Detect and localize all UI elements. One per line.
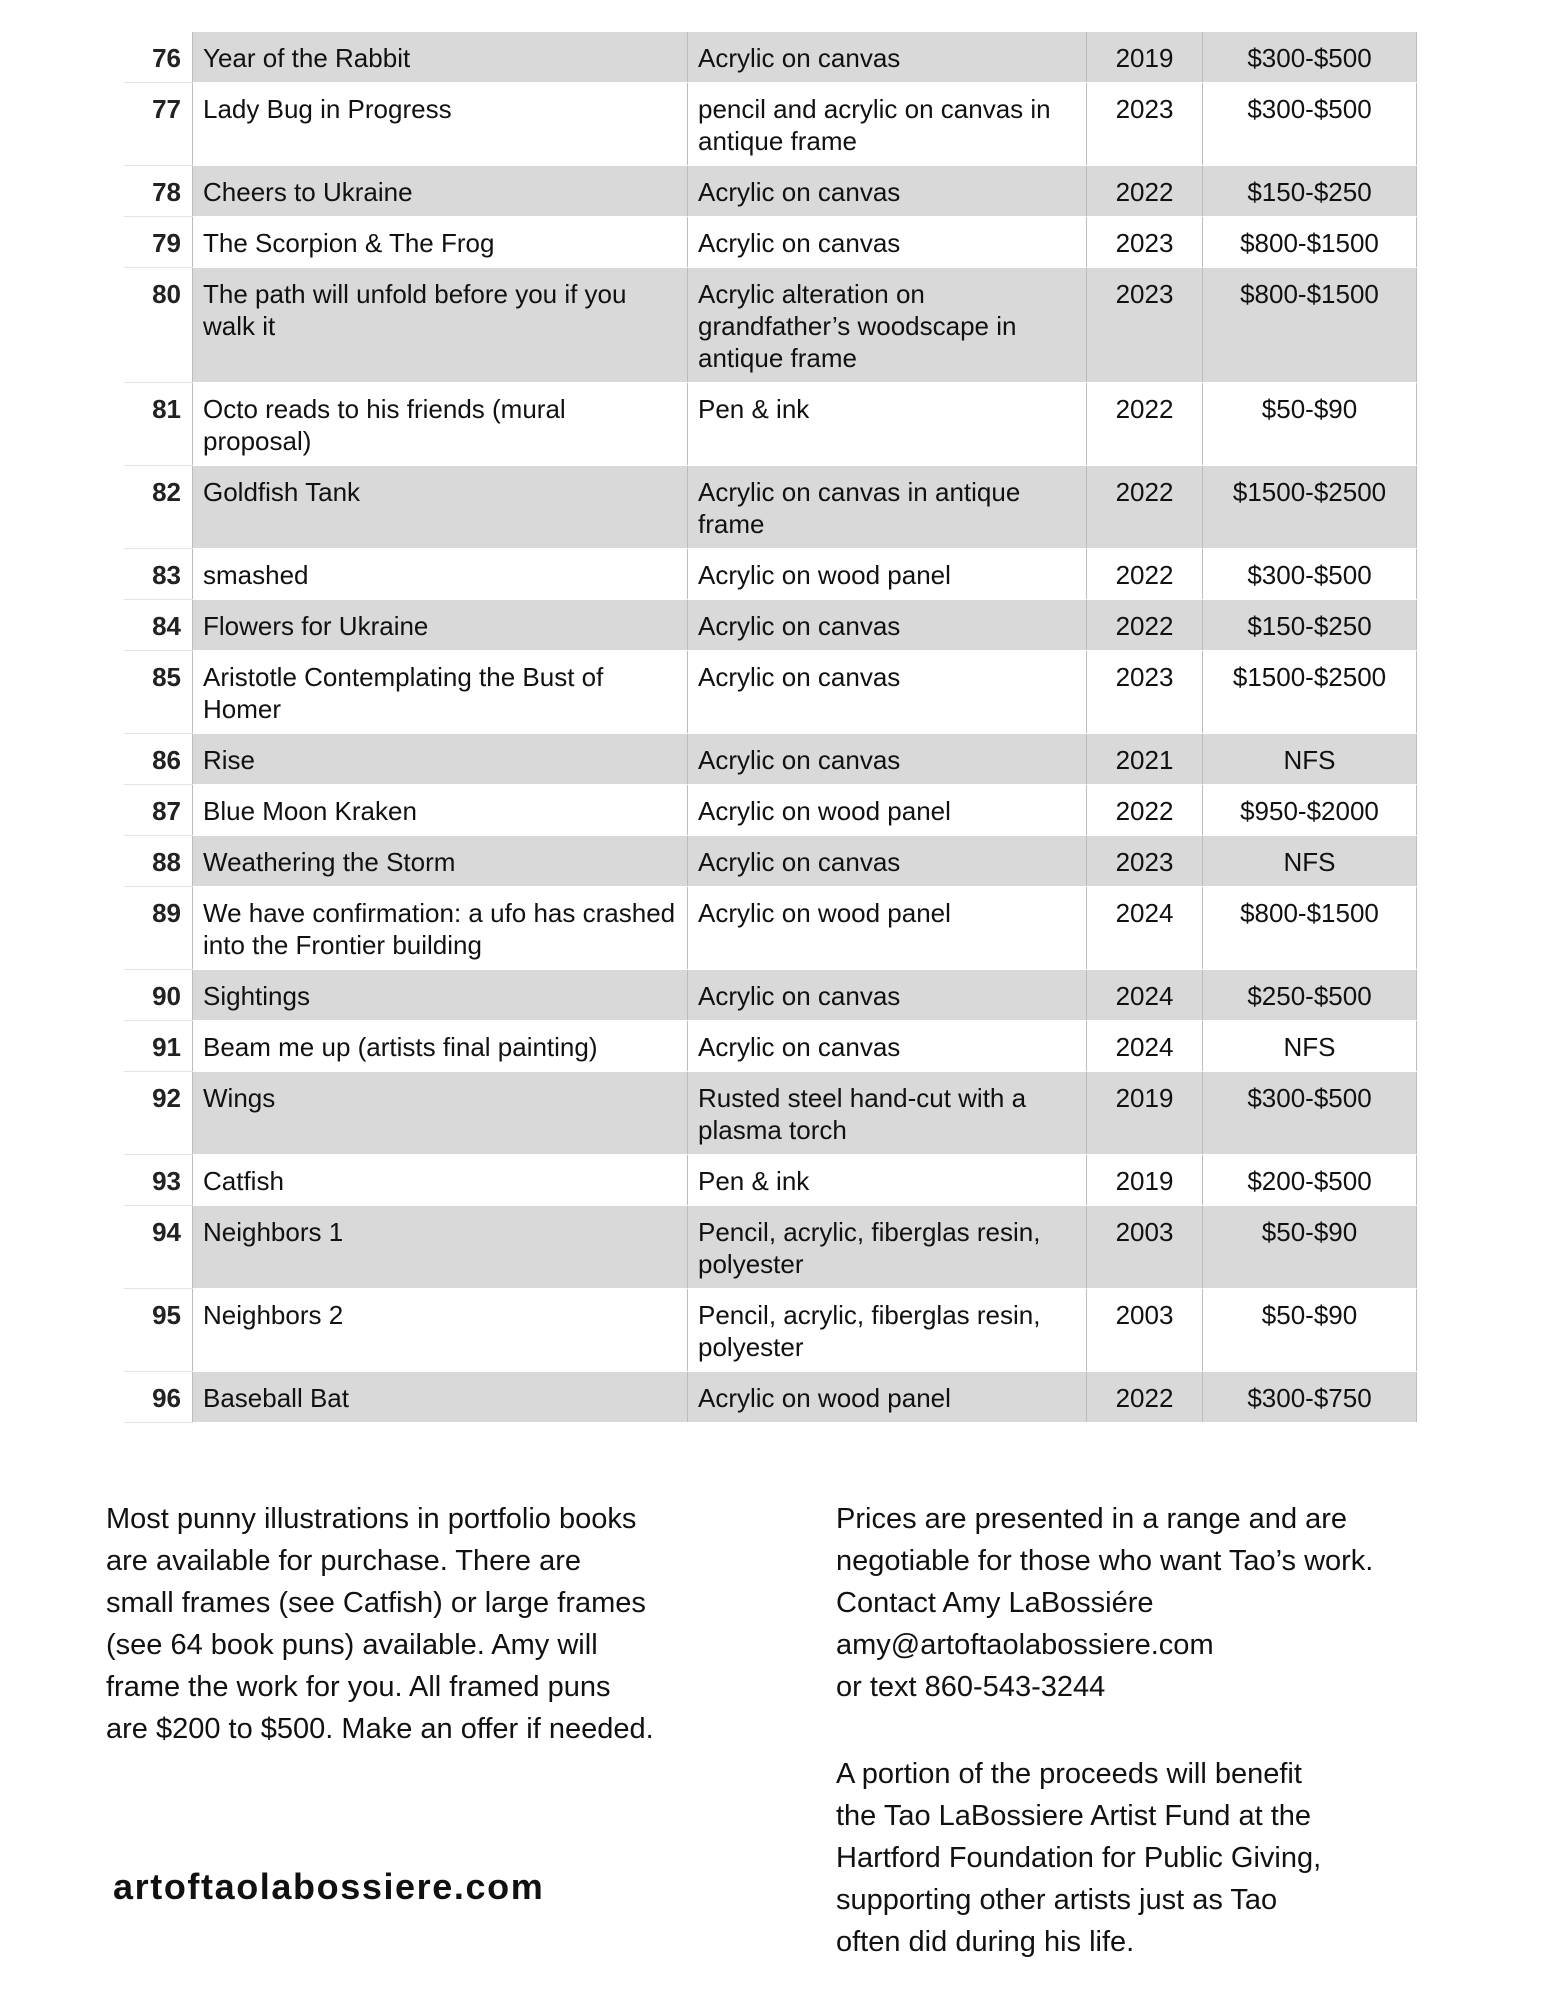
artwork-price: $300-$500 <box>1203 32 1417 83</box>
artwork-medium: Acrylic on canvas <box>688 1021 1087 1072</box>
artwork-title: Wings <box>193 1072 688 1155</box>
artwork-medium: Acrylic on wood panel <box>688 1372 1087 1423</box>
artwork-year: 2023 <box>1087 651 1203 734</box>
row-number: 80 <box>124 268 193 383</box>
row-number: 92 <box>124 1072 193 1155</box>
artwork-year: 2019 <box>1087 1072 1203 1155</box>
artwork-price: $150-$250 <box>1203 600 1417 651</box>
artwork-year: 2022 <box>1087 549 1203 600</box>
row-number: 91 <box>124 1021 193 1072</box>
artwork-price: $300-$750 <box>1203 1372 1417 1423</box>
contact-name: Contact Amy LaBossiére <box>836 1587 1154 1619</box>
row-number: 94 <box>124 1206 193 1289</box>
row-number: 95 <box>124 1289 193 1372</box>
table-row <box>124 549 1417 600</box>
artwork-medium: Acrylic on canvas <box>688 651 1087 734</box>
artwork-title: Goldfish Tank <box>193 466 688 549</box>
row-number: 76 <box>124 32 193 83</box>
row-number: 87 <box>124 785 193 836</box>
row-number: 83 <box>124 549 193 600</box>
artwork-year: 2022 <box>1087 785 1203 836</box>
artwork-medium: pencil and acrylic on canvas in antique frame <box>688 83 1087 166</box>
artwork-medium: Acrylic on wood panel <box>688 785 1087 836</box>
artwork-year: 2021 <box>1087 734 1203 785</box>
artwork-year: 2022 <box>1087 600 1203 651</box>
artwork-title: Octo reads to his friends (mural proposal) <box>193 383 688 466</box>
artwork-year: 2022 <box>1087 383 1203 466</box>
artwork-medium: Pen & ink <box>688 1155 1087 1206</box>
table-row <box>124 836 1417 887</box>
artwork-title: Aristotle Contemplating the Bust of Homer <box>193 651 688 734</box>
artwork-price: $50-$90 <box>1203 1206 1417 1289</box>
row-number: 79 <box>124 217 193 268</box>
purchase-note-line: (see 64 book puns) available. Amy will <box>106 1629 598 1661</box>
table-row <box>124 83 1417 166</box>
artwork-title: Lady Bug in Progress <box>193 83 688 166</box>
table-row <box>124 166 1417 217</box>
artwork-medium: Acrylic on wood panel <box>688 887 1087 970</box>
artwork-price: NFS <box>1203 1021 1417 1072</box>
artwork-medium: Acrylic on canvas <box>688 970 1087 1021</box>
row-number: 96 <box>124 1372 193 1423</box>
artwork-title: Sightings <box>193 970 688 1021</box>
artwork-year: 2024 <box>1087 887 1203 970</box>
proceeds-note-line: A portion of the proceeds will benefit <box>836 1758 1302 1790</box>
table-row <box>124 1021 1417 1072</box>
artwork-medium: Acrylic on canvas <box>688 600 1087 651</box>
artwork-medium: Acrylic on canvas <box>688 166 1087 217</box>
artwork-price: $300-$500 <box>1203 83 1417 166</box>
row-number: 93 <box>124 1155 193 1206</box>
row-number: 84 <box>124 600 193 651</box>
artwork-year: 2022 <box>1087 466 1203 549</box>
price-contact-note <box>836 1498 1476 1708</box>
row-number: 81 <box>124 383 193 466</box>
artwork-price: NFS <box>1203 734 1417 785</box>
table-row <box>124 651 1417 734</box>
artwork-title: Neighbors 1 <box>193 1206 688 1289</box>
artwork-year: 2019 <box>1087 32 1203 83</box>
table-row <box>124 887 1417 970</box>
table-row <box>124 1155 1417 1206</box>
artwork-title: Blue Moon Kraken <box>193 785 688 836</box>
proceeds-note-line: the Tao LaBossiere Artist Fund at the <box>836 1800 1312 1832</box>
purchase-note <box>106 1498 706 1750</box>
artwork-title: Baseball Bat <box>193 1372 688 1423</box>
artwork-title: smashed <box>193 549 688 600</box>
table-row <box>124 970 1417 1021</box>
row-number: 89 <box>124 887 193 970</box>
row-number: 77 <box>124 83 193 166</box>
artwork-price: $1500-$2500 <box>1203 651 1417 734</box>
artwork-title: Weathering the Storm <box>193 836 688 887</box>
website-link[interactable]: artoftaolabossiere.com <box>113 1866 545 1907</box>
row-number: 78 <box>124 166 193 217</box>
artwork-price: $800-$1500 <box>1203 887 1417 970</box>
artwork-table-body <box>124 32 1417 1423</box>
proceeds-note-line: supporting other artists just as Tao <box>836 1884 1278 1916</box>
artwork-title: Flowers for Ukraine <box>193 600 688 651</box>
purchase-note-line: frame the work for you. All framed puns <box>106 1671 611 1703</box>
price-note-line: Prices are presented in a range and are <box>836 1503 1348 1535</box>
artwork-medium: Acrylic on wood panel <box>688 549 1087 600</box>
artwork-title: Beam me up (artists final painting) <box>193 1021 688 1072</box>
purchase-note-line: Most punny illustrations in portfolio books <box>106 1503 637 1535</box>
artwork-title: Neighbors 2 <box>193 1289 688 1372</box>
artwork-year: 2022 <box>1087 166 1203 217</box>
table-row <box>124 1372 1417 1423</box>
artwork-price: $200-$500 <box>1203 1155 1417 1206</box>
purchase-note-line: are available for purchase. There are <box>106 1545 582 1577</box>
table-row <box>124 1289 1417 1372</box>
table-row <box>124 383 1417 466</box>
artwork-medium: Acrylic on canvas <box>688 836 1087 887</box>
purchase-note-line: are $200 to $500. Make an offer if needed. <box>106 1713 654 1745</box>
artwork-medium: Acrylic alteration on grandfather’s woodscape in antique frame <box>688 268 1087 383</box>
contact-phone[interactable]: or text 860-543-3244 <box>836 1671 1106 1703</box>
artwork-price: NFS <box>1203 836 1417 887</box>
artwork-medium: Acrylic on canvas <box>688 734 1087 785</box>
artwork-year: 2003 <box>1087 1206 1203 1289</box>
artwork-medium: Pencil, acrylic, fiberglas resin, polyester <box>688 1206 1087 1289</box>
artwork-price: $250-$500 <box>1203 970 1417 1021</box>
artwork-year: 2024 <box>1087 970 1203 1021</box>
artwork-price: $150-$250 <box>1203 166 1417 217</box>
artwork-title: Rise <box>193 734 688 785</box>
artwork-price: $50-$90 <box>1203 1289 1417 1372</box>
artwork-price: $800-$1500 <box>1203 217 1417 268</box>
row-number: 86 <box>124 734 193 785</box>
table-row <box>124 734 1417 785</box>
row-number: 88 <box>124 836 193 887</box>
table-row <box>124 1072 1417 1155</box>
artwork-medium: Pencil, acrylic, fiberglas resin, polyester <box>688 1289 1087 1372</box>
artwork-title: The path will unfold before you if you walk it <box>193 268 688 383</box>
table-row <box>124 785 1417 836</box>
artwork-year: 2019 <box>1087 1155 1203 1206</box>
proceeds-note-line: Hartford Foundation for Public Giving, <box>836 1842 1322 1874</box>
table-row <box>124 217 1417 268</box>
artwork-price: $50-$90 <box>1203 383 1417 466</box>
proceeds-note-line: often did during his life. <box>836 1926 1135 1958</box>
artwork-year: 2003 <box>1087 1289 1203 1372</box>
table-row <box>124 268 1417 383</box>
row-number: 90 <box>124 970 193 1021</box>
table-row <box>124 32 1417 83</box>
table-row <box>124 466 1417 549</box>
artwork-year: 2023 <box>1087 83 1203 166</box>
artwork-medium: Acrylic on canvas <box>688 32 1087 83</box>
artwork-title: Cheers to Ukraine <box>193 166 688 217</box>
artwork-price: $950-$2000 <box>1203 785 1417 836</box>
artwork-year: 2023 <box>1087 268 1203 383</box>
artwork-price: $300-$500 <box>1203 549 1417 600</box>
purchase-note-line: small frames (see Catfish) or large frames <box>106 1587 646 1619</box>
artwork-medium: Acrylic on canvas <box>688 217 1087 268</box>
artwork-title: Year of the Rabbit <box>193 32 688 83</box>
artwork-year: 2023 <box>1087 836 1203 887</box>
table-row <box>124 600 1417 651</box>
proceeds-note <box>836 1753 1436 1963</box>
artwork-medium: Rusted steel hand-cut with a plasma torch <box>688 1072 1087 1155</box>
artwork-title: Catfish <box>193 1155 688 1206</box>
artwork-medium: Acrylic on canvas in antique frame <box>688 466 1087 549</box>
artwork-price: $300-$500 <box>1203 1072 1417 1155</box>
contact-email[interactable]: amy@artoftaolabossiere.com <box>836 1629 1214 1661</box>
artwork-price: $800-$1500 <box>1203 268 1417 383</box>
table-row <box>124 1206 1417 1289</box>
artwork-price: $1500-$2500 <box>1203 466 1417 549</box>
artwork-year: 2024 <box>1087 1021 1203 1072</box>
artwork-year: 2023 <box>1087 217 1203 268</box>
artwork-price-table <box>124 32 1417 1423</box>
price-note-line: negotiable for those who want Tao’s work. <box>836 1545 1374 1577</box>
artwork-title: We have confirmation: a ufo has crashed into the Frontier building <box>193 887 688 970</box>
artwork-year: 2022 <box>1087 1372 1203 1423</box>
row-number: 82 <box>124 466 193 549</box>
artwork-title: The Scorpion & The Frog <box>193 217 688 268</box>
row-number: 85 <box>124 651 193 734</box>
artwork-medium: Pen & ink <box>688 383 1087 466</box>
